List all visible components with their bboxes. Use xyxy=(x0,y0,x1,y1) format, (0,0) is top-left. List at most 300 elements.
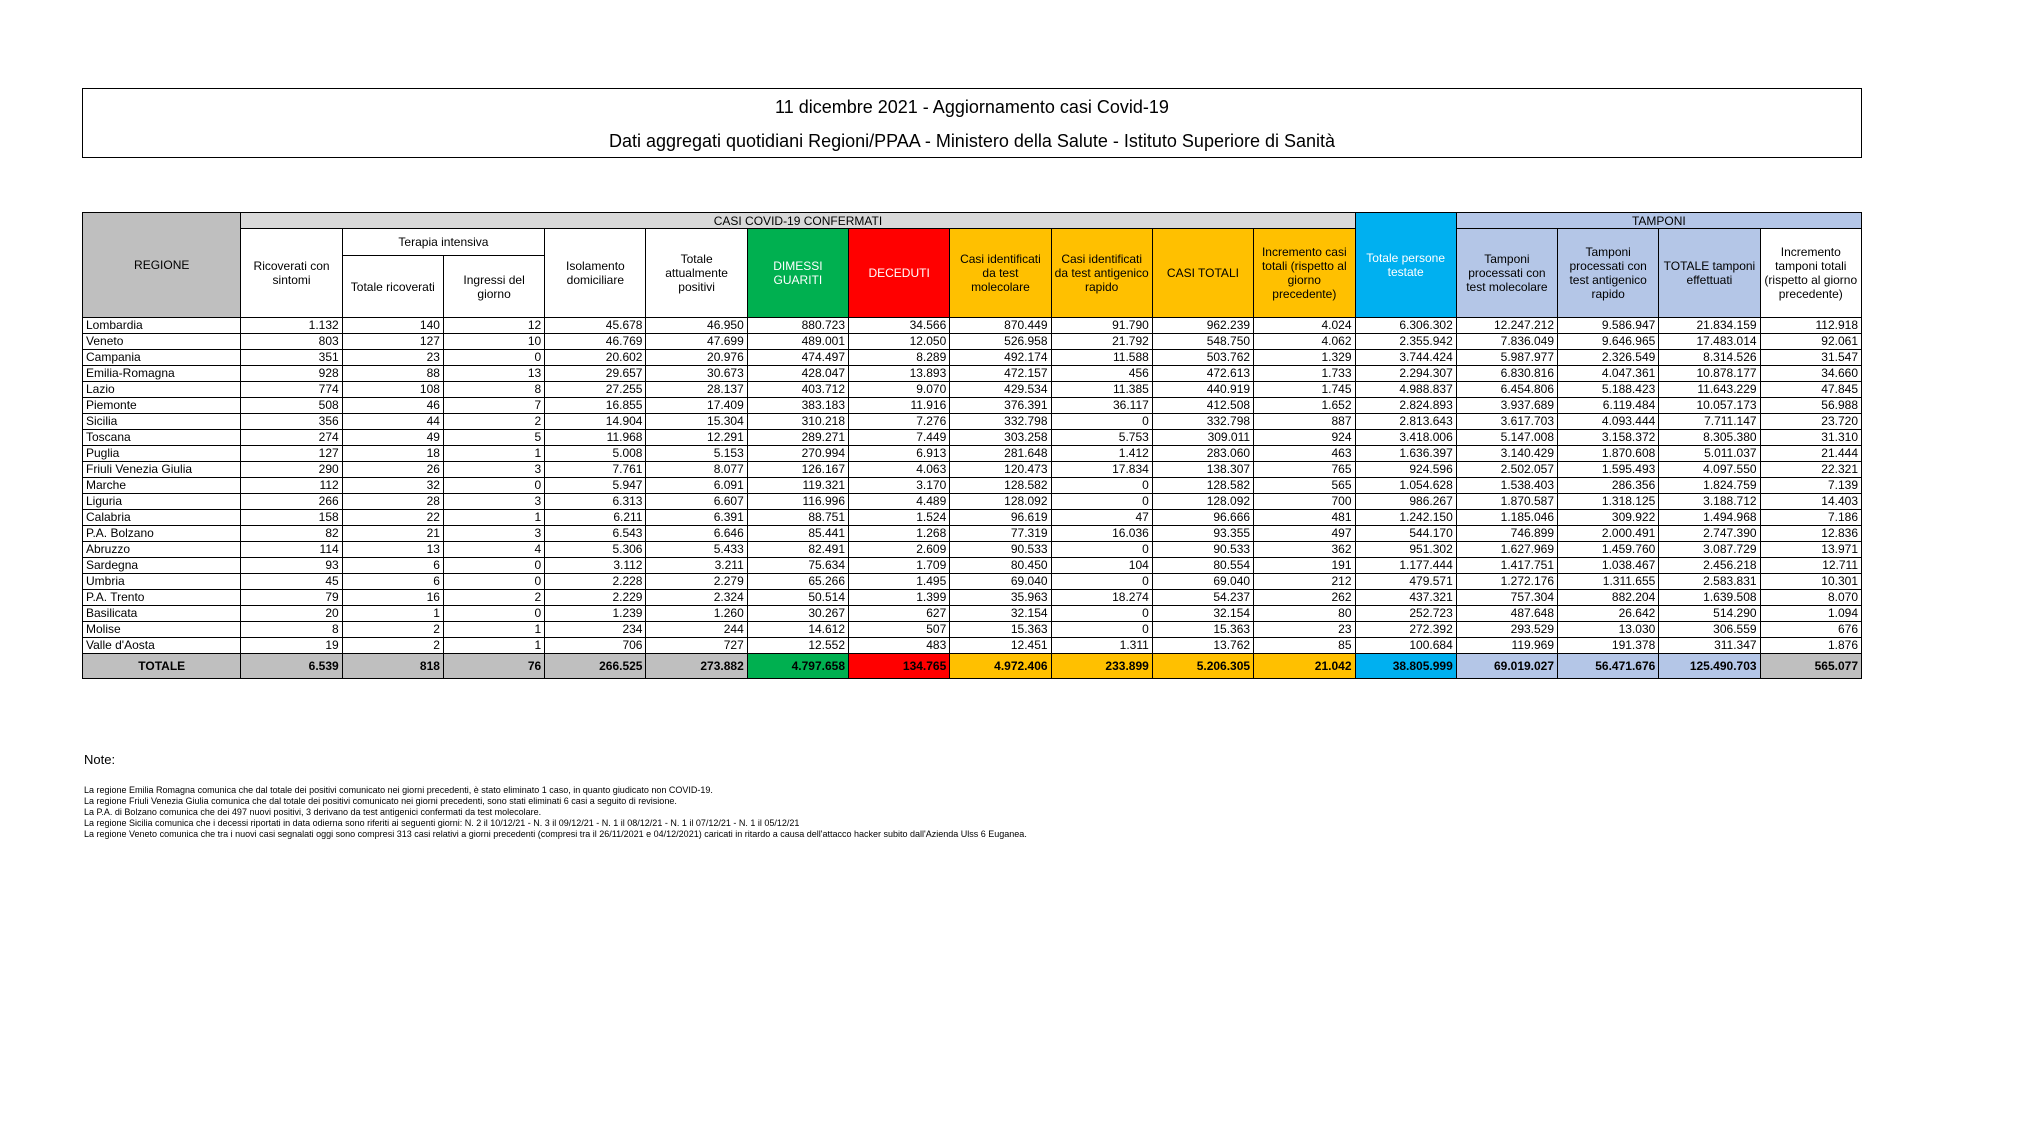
value-cell: 1.239 xyxy=(545,606,646,622)
value-cell: 2.229 xyxy=(545,590,646,606)
value-cell: 28.137 xyxy=(646,382,747,398)
value-cell: 1.185.046 xyxy=(1456,510,1557,526)
value-cell: 21.444 xyxy=(1760,446,1861,462)
value-cell: 138.307 xyxy=(1152,462,1253,478)
value-cell: 274 xyxy=(241,430,342,446)
header-incremento-tamponi: Incremento tamponi totali (rispetto al giorno precedente) xyxy=(1760,229,1861,318)
value-cell: 440.919 xyxy=(1152,382,1253,398)
value-cell: 65.266 xyxy=(747,574,848,590)
value-cell: 2 xyxy=(443,414,544,430)
value-cell: 1 xyxy=(443,510,544,526)
table-row xyxy=(83,350,1862,366)
total-value-cell: 125.490.703 xyxy=(1659,654,1760,679)
header-deceduti: DECEDUTI xyxy=(849,229,950,318)
value-cell: 10.057.173 xyxy=(1659,398,1760,414)
total-value-cell: 4.797.658 xyxy=(747,654,848,679)
total-value-cell: 76 xyxy=(443,654,544,679)
value-cell: 30.673 xyxy=(646,366,747,382)
value-cell: 32 xyxy=(342,478,443,494)
value-cell: 128.092 xyxy=(1152,494,1253,510)
value-cell: 49 xyxy=(342,430,443,446)
header-dimessi: DIMESSI GUARITI xyxy=(747,229,848,318)
value-cell: 497 xyxy=(1254,526,1355,542)
value-cell: 29.657 xyxy=(545,366,646,382)
value-cell: 21.834.159 xyxy=(1659,318,1760,334)
value-cell: 7 xyxy=(443,398,544,414)
table-row xyxy=(83,542,1862,558)
value-cell: 1 xyxy=(443,622,544,638)
value-cell: 565 xyxy=(1254,478,1355,494)
notes-section xyxy=(84,752,1027,840)
value-cell: 23.720 xyxy=(1760,414,1861,430)
value-cell: 332.798 xyxy=(950,414,1051,430)
region-name-cell: Molise xyxy=(83,622,241,638)
value-cell: 4 xyxy=(443,542,544,558)
value-cell: 0 xyxy=(1051,478,1152,494)
value-cell: 1.876 xyxy=(1760,638,1861,654)
value-cell: 1.412 xyxy=(1051,446,1152,462)
value-cell: 1.132 xyxy=(241,318,342,334)
value-cell: 3 xyxy=(443,526,544,542)
value-cell: 283.060 xyxy=(1152,446,1253,462)
value-cell: 12.291 xyxy=(646,430,747,446)
value-cell: 140 xyxy=(342,318,443,334)
value-cell: 986.267 xyxy=(1355,494,1456,510)
region-name-cell: Umbria xyxy=(83,574,241,590)
value-cell: 309.011 xyxy=(1152,430,1253,446)
value-cell: 6.313 xyxy=(545,494,646,510)
header-totale-positivi: Totale attualmente positivi xyxy=(646,229,747,318)
value-cell: 4.047.361 xyxy=(1558,366,1659,382)
value-cell: 765 xyxy=(1254,462,1355,478)
region-name-cell: Emilia-Romagna xyxy=(83,366,241,382)
value-cell: 0 xyxy=(443,478,544,494)
value-cell: 21 xyxy=(342,526,443,542)
value-cell: 13.893 xyxy=(849,366,950,382)
value-cell: 7.449 xyxy=(849,430,950,446)
value-cell: 1.311.655 xyxy=(1558,574,1659,590)
value-cell: 128.092 xyxy=(950,494,1051,510)
value-cell: 1.260 xyxy=(646,606,747,622)
value-cell: 676 xyxy=(1760,622,1861,638)
value-cell: 356 xyxy=(241,414,342,430)
value-cell: 13.971 xyxy=(1760,542,1861,558)
value-cell: 1 xyxy=(443,638,544,654)
value-cell: 27.255 xyxy=(545,382,646,398)
value-cell: 1.329 xyxy=(1254,350,1355,366)
value-cell: 19 xyxy=(241,638,342,654)
value-cell: 6.306.302 xyxy=(1355,318,1456,334)
region-name-cell: Basilicata xyxy=(83,606,241,622)
value-cell: 1.733 xyxy=(1254,366,1355,382)
value-cell: 10 xyxy=(443,334,544,350)
value-cell: 90.533 xyxy=(950,542,1051,558)
region-name-cell: Liguria xyxy=(83,494,241,510)
value-cell: 266 xyxy=(241,494,342,510)
value-cell: 46 xyxy=(342,398,443,414)
value-cell: 4.093.444 xyxy=(1558,414,1659,430)
value-cell: 4.988.837 xyxy=(1355,382,1456,398)
value-cell: 0 xyxy=(443,574,544,590)
value-cell: 1.094 xyxy=(1760,606,1861,622)
value-cell: 13 xyxy=(443,366,544,382)
value-cell: 481 xyxy=(1254,510,1355,526)
value-cell: 6.391 xyxy=(646,510,747,526)
value-cell: 479.571 xyxy=(1355,574,1456,590)
table-row xyxy=(83,622,1862,638)
value-cell: 23 xyxy=(1254,622,1355,638)
value-cell: 4.097.550 xyxy=(1659,462,1760,478)
value-cell: 14.904 xyxy=(545,414,646,430)
value-cell: 1.054.628 xyxy=(1355,478,1456,494)
value-cell: 28 xyxy=(342,494,443,510)
value-cell: 362 xyxy=(1254,542,1355,558)
value-cell: 82 xyxy=(241,526,342,542)
table-row xyxy=(83,398,1862,414)
value-cell: 474.497 xyxy=(747,350,848,366)
value-cell: 234 xyxy=(545,622,646,638)
value-cell: 1.494.968 xyxy=(1659,510,1760,526)
value-cell: 20 xyxy=(241,606,342,622)
header-ingressi: Ingressi del giorno xyxy=(443,256,544,318)
total-label-cell: TOTALE xyxy=(83,654,241,679)
value-cell: 12.552 xyxy=(747,638,848,654)
header-casi-molecolare: Casi identificati da test molecolare xyxy=(950,229,1051,318)
value-cell: 332.798 xyxy=(1152,414,1253,430)
table-row xyxy=(83,638,1862,654)
table-row xyxy=(83,446,1862,462)
value-cell: 3 xyxy=(443,494,544,510)
value-cell: 44 xyxy=(342,414,443,430)
value-cell: 2.279 xyxy=(646,574,747,590)
value-cell: 3.112 xyxy=(545,558,646,574)
value-cell: 4.024 xyxy=(1254,318,1355,334)
value-cell: 1.824.759 xyxy=(1659,478,1760,494)
table-body xyxy=(83,318,1862,679)
value-cell: 17.483.014 xyxy=(1659,334,1760,350)
value-cell: 34.566 xyxy=(849,318,950,334)
value-cell: 3.617.703 xyxy=(1456,414,1557,430)
table-row xyxy=(83,430,1862,446)
value-cell: 311.347 xyxy=(1659,638,1760,654)
value-cell: 9.586.947 xyxy=(1558,318,1659,334)
value-cell: 5.433 xyxy=(646,542,747,558)
value-cell: 15.363 xyxy=(950,622,1051,638)
value-cell: 212 xyxy=(1254,574,1355,590)
value-cell: 351 xyxy=(241,350,342,366)
value-cell: 928 xyxy=(241,366,342,382)
value-cell: 12.247.212 xyxy=(1456,318,1557,334)
value-cell: 1.495 xyxy=(849,574,950,590)
value-cell: 80 xyxy=(1254,606,1355,622)
table-row xyxy=(83,462,1862,478)
value-cell: 50.514 xyxy=(747,590,848,606)
header-casi-confermati: CASI COVID-19 CONFERMATI xyxy=(241,213,1355,229)
value-cell: 11.385 xyxy=(1051,382,1152,398)
value-cell: 93.355 xyxy=(1152,526,1253,542)
value-cell: 34.660 xyxy=(1760,366,1861,382)
value-cell: 6.607 xyxy=(646,494,747,510)
region-name-cell: Calabria xyxy=(83,510,241,526)
value-cell: 412.508 xyxy=(1152,398,1253,414)
value-cell: 9.646.965 xyxy=(1558,334,1659,350)
value-cell: 3.158.372 xyxy=(1558,430,1659,446)
value-cell: 463 xyxy=(1254,446,1355,462)
header-tamponi: TAMPONI xyxy=(1456,213,1861,229)
value-cell: 924.596 xyxy=(1355,462,1456,478)
notes-title: Note: xyxy=(84,752,116,767)
value-cell: 483 xyxy=(849,638,950,654)
value-cell: 36.117 xyxy=(1051,398,1152,414)
value-cell: 244 xyxy=(646,622,747,638)
note-line: La P.A. di Bolzano comunica che dei 497 nuovi positivi, 3 derivano da test antigenici confermati da test molecolare. xyxy=(84,807,542,817)
value-cell: 1.417.751 xyxy=(1456,558,1557,574)
total-value-cell: 565.077 xyxy=(1760,654,1861,679)
value-cell: 93 xyxy=(241,558,342,574)
region-name-cell: Abruzzo xyxy=(83,542,241,558)
region-name-cell: Piemonte xyxy=(83,398,241,414)
value-cell: 85.441 xyxy=(747,526,848,542)
value-cell: 429.534 xyxy=(950,382,1051,398)
value-cell: 47.699 xyxy=(646,334,747,350)
value-cell: 3 xyxy=(443,462,544,478)
value-cell: 191.378 xyxy=(1558,638,1659,654)
value-cell: 3.418.006 xyxy=(1355,430,1456,446)
total-value-cell: 4.972.406 xyxy=(950,654,1051,679)
value-cell: 6.211 xyxy=(545,510,646,526)
value-cell: 1.538.403 xyxy=(1456,478,1557,494)
value-cell: 281.648 xyxy=(950,446,1051,462)
value-cell: 1.242.150 xyxy=(1355,510,1456,526)
value-cell: 293.529 xyxy=(1456,622,1557,638)
value-cell: 8.289 xyxy=(849,350,950,366)
region-name-cell: Marche xyxy=(83,478,241,494)
value-cell: 10.878.177 xyxy=(1659,366,1760,382)
value-cell: 7.139 xyxy=(1760,478,1861,494)
value-cell: 383.183 xyxy=(747,398,848,414)
value-cell: 2.502.057 xyxy=(1456,462,1557,478)
value-cell: 8.077 xyxy=(646,462,747,478)
value-cell: 11.588 xyxy=(1051,350,1152,366)
total-value-cell: 56.471.676 xyxy=(1558,654,1659,679)
value-cell: 0 xyxy=(443,558,544,574)
value-cell: 0 xyxy=(1051,606,1152,622)
value-cell: 82.491 xyxy=(747,542,848,558)
value-cell: 20.602 xyxy=(545,350,646,366)
value-cell: 1.595.493 xyxy=(1558,462,1659,478)
value-cell: 12.451 xyxy=(950,638,1051,654)
value-cell: 35.963 xyxy=(950,590,1051,606)
value-cell: 9.070 xyxy=(849,382,950,398)
region-name-cell: Lazio xyxy=(83,382,241,398)
value-cell: 22 xyxy=(342,510,443,526)
value-cell: 1 xyxy=(443,446,544,462)
value-cell: 2.609 xyxy=(849,542,950,558)
value-cell: 2.813.643 xyxy=(1355,414,1456,430)
value-cell: 88 xyxy=(342,366,443,382)
table-row xyxy=(83,558,1862,574)
table-row xyxy=(83,414,1862,430)
value-cell: 5.987.977 xyxy=(1456,350,1557,366)
value-cell: 2 xyxy=(443,590,544,606)
value-cell: 503.762 xyxy=(1152,350,1253,366)
value-cell: 2.583.831 xyxy=(1659,574,1760,590)
value-cell: 127 xyxy=(342,334,443,350)
header-terapia-intensiva: Terapia intensiva xyxy=(342,229,545,256)
value-cell: 1.272.176 xyxy=(1456,574,1557,590)
value-cell: 21.792 xyxy=(1051,334,1152,350)
total-value-cell: 818 xyxy=(342,654,443,679)
table-row xyxy=(83,334,1862,350)
title-box xyxy=(82,88,1862,158)
value-cell: 962.239 xyxy=(1152,318,1253,334)
value-cell: 746.899 xyxy=(1456,526,1557,542)
value-cell: 2.324 xyxy=(646,590,747,606)
note-line: La regione Veneto comunica che tra i nuovi casi segnalati oggi sono compresi 313 casi relativi a giorni precedenti (compresi tra il 26/11/2021 e 04/12/2021) caricati in ritardo a causa dell'attacco hacker subito dall'Azienda Ulss 6 Euganea. xyxy=(84,829,1027,839)
value-cell: 6.913 xyxy=(849,446,950,462)
value-cell: 5.153 xyxy=(646,446,747,462)
value-cell: 11.968 xyxy=(545,430,646,446)
region-name-cell: Sardegna xyxy=(83,558,241,574)
value-cell: 16 xyxy=(342,590,443,606)
value-cell: 2.228 xyxy=(545,574,646,590)
value-cell: 290 xyxy=(241,462,342,478)
value-cell: 0 xyxy=(443,350,544,366)
value-cell: 437.321 xyxy=(1355,590,1456,606)
header-incremento-casi: Incremento casi totali (rispetto al giorno precedente) xyxy=(1254,229,1355,318)
value-cell: 706 xyxy=(545,638,646,654)
total-value-cell: 266.525 xyxy=(545,654,646,679)
value-cell: 3.140.429 xyxy=(1456,446,1557,462)
header-persone-testate: Totale persone testate xyxy=(1355,213,1456,318)
value-cell: 79 xyxy=(241,590,342,606)
header-ricoverati: Ricoverati con sintomi xyxy=(241,229,342,318)
value-cell: 6.119.484 xyxy=(1558,398,1659,414)
value-cell: 80.450 xyxy=(950,558,1051,574)
value-cell: 20.976 xyxy=(646,350,747,366)
value-cell: 56.988 xyxy=(1760,398,1861,414)
value-cell: 14.403 xyxy=(1760,494,1861,510)
value-cell: 26 xyxy=(342,462,443,478)
table-row xyxy=(83,606,1862,622)
value-cell: 5 xyxy=(443,430,544,446)
value-cell: 1.459.760 xyxy=(1558,542,1659,558)
value-cell: 100.684 xyxy=(1355,638,1456,654)
value-cell: 6.830.816 xyxy=(1456,366,1557,382)
header-tamponi-molecolare: Tamponi processati con test molecolare xyxy=(1456,229,1557,318)
value-cell: 8.305.380 xyxy=(1659,430,1760,446)
value-cell: 548.750 xyxy=(1152,334,1253,350)
value-cell: 8.314.526 xyxy=(1659,350,1760,366)
value-cell: 1.709 xyxy=(849,558,950,574)
value-cell: 727 xyxy=(646,638,747,654)
value-cell: 2.456.218 xyxy=(1659,558,1760,574)
value-cell: 6.543 xyxy=(545,526,646,542)
value-cell: 12.711 xyxy=(1760,558,1861,574)
value-cell: 376.391 xyxy=(950,398,1051,414)
region-name-cell: P.A. Trento xyxy=(83,590,241,606)
total-value-cell: 273.882 xyxy=(646,654,747,679)
value-cell: 1.038.467 xyxy=(1558,558,1659,574)
value-cell: 951.302 xyxy=(1355,542,1456,558)
header-casi-totali: CASI TOTALI xyxy=(1152,229,1253,318)
value-cell: 870.449 xyxy=(950,318,1051,334)
value-cell: 54.237 xyxy=(1152,590,1253,606)
region-name-cell: Sicilia xyxy=(83,414,241,430)
value-cell: 114 xyxy=(241,542,342,558)
value-cell: 16.855 xyxy=(545,398,646,414)
value-cell: 1.524 xyxy=(849,510,950,526)
value-cell: 104 xyxy=(1051,558,1152,574)
value-cell: 3.188.712 xyxy=(1659,494,1760,510)
value-cell: 1.870.587 xyxy=(1456,494,1557,510)
value-cell: 514.290 xyxy=(1659,606,1760,622)
value-cell: 31.547 xyxy=(1760,350,1861,366)
region-name-cell: Lombardia xyxy=(83,318,241,334)
header-totale-ricoverati: Totale ricoverati xyxy=(342,256,443,318)
total-value-cell: 233.899 xyxy=(1051,654,1152,679)
value-cell: 5.011.037 xyxy=(1659,446,1760,462)
value-cell: 0 xyxy=(1051,494,1152,510)
value-cell: 10.301 xyxy=(1760,574,1861,590)
value-cell: 4.063 xyxy=(849,462,950,478)
value-cell: 492.174 xyxy=(950,350,1051,366)
value-cell: 774 xyxy=(241,382,342,398)
value-cell: 5.147.008 xyxy=(1456,430,1557,446)
value-cell: 11.643.229 xyxy=(1659,382,1760,398)
total-value-cell: 134.765 xyxy=(849,654,950,679)
region-name-cell: Valle d'Aosta xyxy=(83,638,241,654)
value-cell: 0 xyxy=(1051,414,1152,430)
header-isolamento: Isolamento domiciliare xyxy=(545,229,646,318)
value-cell: 31.310 xyxy=(1760,430,1861,446)
value-cell: 289.271 xyxy=(747,430,848,446)
header-casi-antigenico: Casi identificati da test antigenico rapido xyxy=(1051,229,1152,318)
value-cell: 700 xyxy=(1254,494,1355,510)
value-cell: 8 xyxy=(443,382,544,398)
value-cell: 757.304 xyxy=(1456,590,1557,606)
value-cell: 2.326.549 xyxy=(1558,350,1659,366)
value-cell: 127 xyxy=(241,446,342,462)
header-totale-tamponi: TOTALE tamponi effettuati xyxy=(1659,229,1760,318)
value-cell: 158 xyxy=(241,510,342,526)
value-cell: 96.666 xyxy=(1152,510,1253,526)
value-cell: 112 xyxy=(241,478,342,494)
value-cell: 306.559 xyxy=(1659,622,1760,638)
value-cell: 11.916 xyxy=(849,398,950,414)
value-cell: 16.036 xyxy=(1051,526,1152,542)
value-cell: 2.747.390 xyxy=(1659,526,1760,542)
value-cell: 45.678 xyxy=(545,318,646,334)
value-cell: 880.723 xyxy=(747,318,848,334)
value-cell: 1.311 xyxy=(1051,638,1152,654)
value-cell: 0 xyxy=(1051,542,1152,558)
value-cell: 309.922 xyxy=(1558,510,1659,526)
value-cell: 272.392 xyxy=(1355,622,1456,638)
value-cell: 627 xyxy=(849,606,950,622)
value-cell: 23 xyxy=(342,350,443,366)
region-name-cell: P.A. Bolzano xyxy=(83,526,241,542)
value-cell: 472.157 xyxy=(950,366,1051,382)
value-cell: 0 xyxy=(443,606,544,622)
value-cell: 88.751 xyxy=(747,510,848,526)
value-cell: 8 xyxy=(241,622,342,638)
value-cell: 252.723 xyxy=(1355,606,1456,622)
table-row xyxy=(83,494,1862,510)
value-cell: 262 xyxy=(1254,590,1355,606)
value-cell: 7.186 xyxy=(1760,510,1861,526)
value-cell: 15.363 xyxy=(1152,622,1253,638)
